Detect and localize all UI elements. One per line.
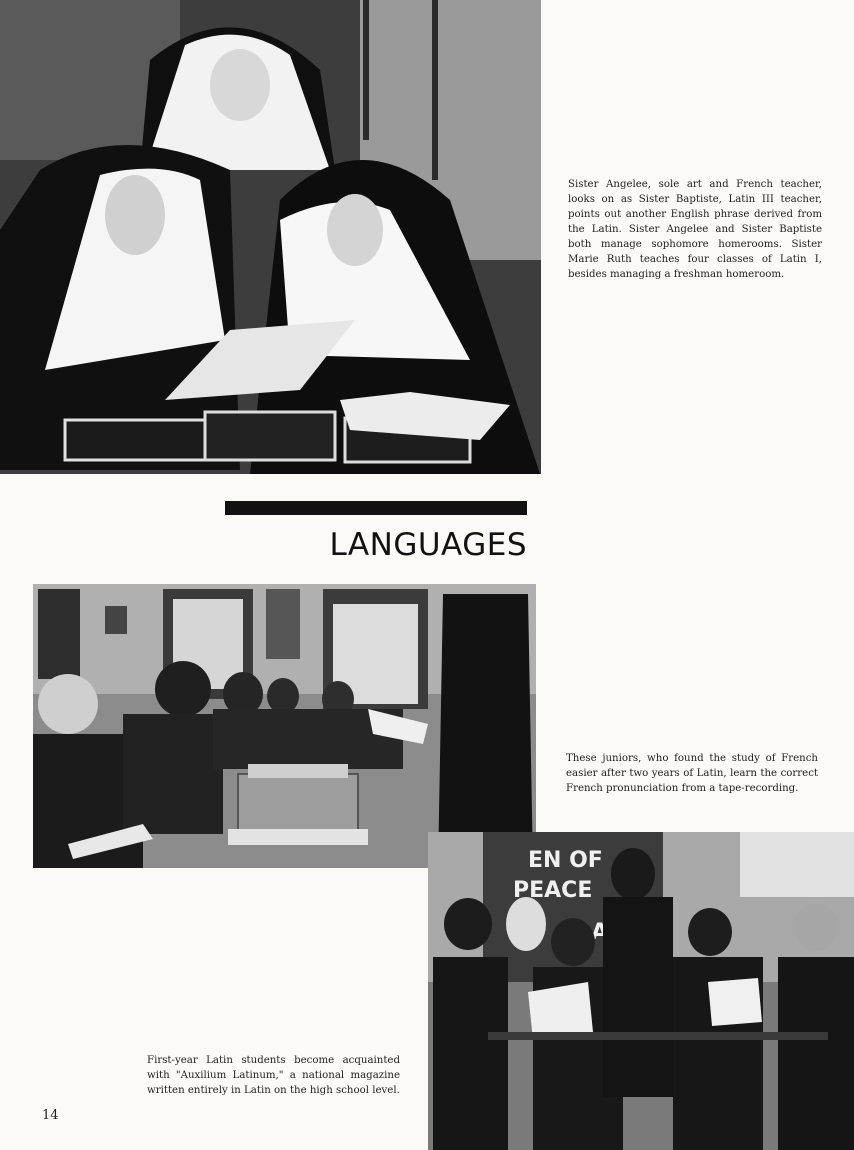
photo-juniors-tape-recording [33, 584, 536, 868]
caption-sisters: Sister Angelee, sole art and French teacher, looks on as Sister Baptiste, Latin III teacher, points out another English phrase derived from the Latin. Sister Angelee and Sister Baptiste both manage sophomore homerooms. Sister Marie Ruth teaches four classes of Latin I, besides managing a freshman homeroom. [568, 179, 822, 280]
first-year-latin-illustration [428, 832, 854, 1150]
bulletin-board-text: EN OF [528, 848, 603, 873]
juniors-tape-recording-illustration [33, 584, 536, 868]
page-number: 14 [42, 1108, 59, 1123]
title-rule [225, 501, 527, 515]
page-title: LANGUAGES [329, 527, 527, 563]
sisters-reading-illustration [0, 0, 541, 474]
photo-first-year-latin [428, 832, 854, 1150]
photo-sisters-reading [0, 0, 541, 474]
caption-first-year-latin: First-year Latin students become acquainted with "Auxilium Latinum," a national magazine written entirely in Latin on the high school level. [147, 1055, 400, 1096]
bulletin-board-text: PEACE [513, 878, 593, 903]
caption-juniors: These juniors, who found the study of French easier after two years of Latin, learn the correct French pronunciation from a tape-recording. [566, 753, 818, 794]
